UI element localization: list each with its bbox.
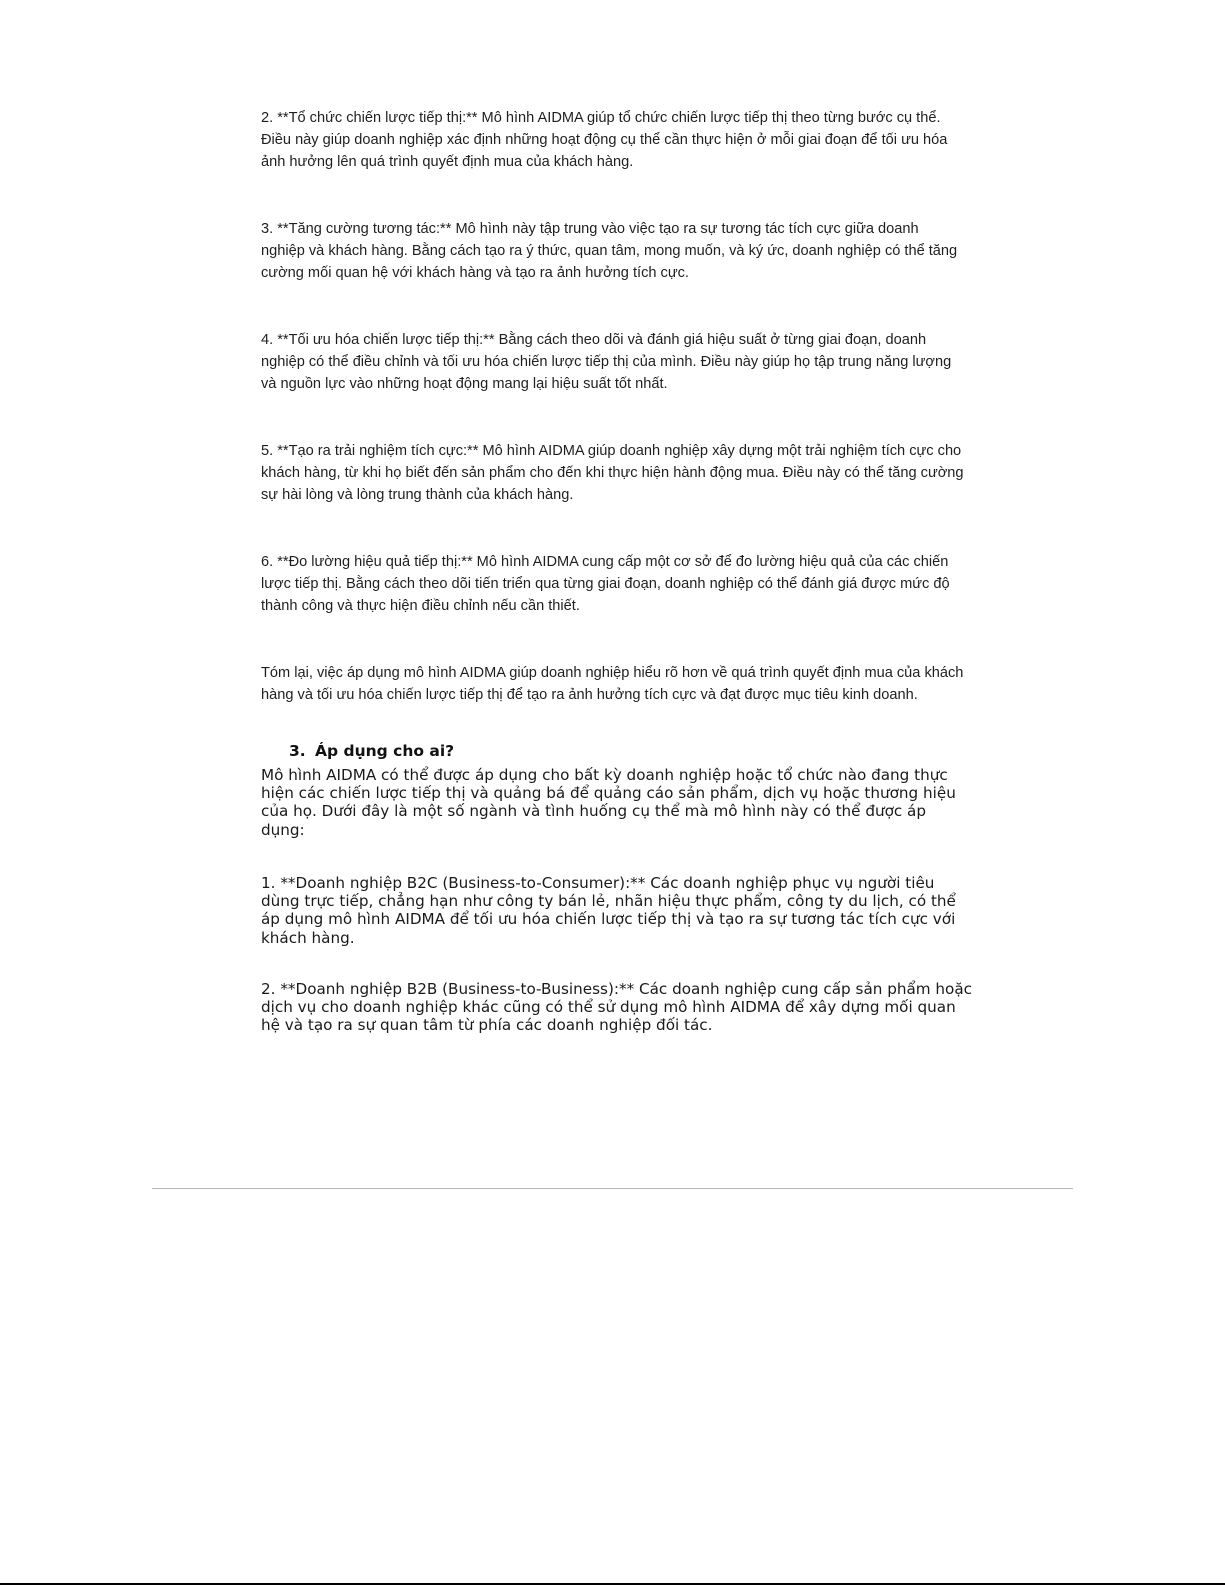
paragraph-positive-experience: 5. **Tạo ra trải nghiệm tích cực:** Mô hình AIDMA giúp doanh nghiệp xây dựng một trải nghiệm tích cực cho khách hàng, từ khi họ biết đến sản phẩm cho đến khi thực hiện hành động mua. Điều này có thể tăng cường sự hài lòng và lòng trung thành của khách hàng. bbox=[261, 443, 964, 503]
section-heading bbox=[289, 741, 454, 761]
paragraph-applicability-intro: Mô hình AIDMA có thể được áp dụng cho bất kỳ doanh nghiệp hoặc tổ chức nào đang thực hiện các chiến lược tiếp thị và quảng bá để quảng cáo sản phẩm, dịch vụ hoặc thương hiệu của họ. Dưới đây là một số ngành và tình huống cụ thể mà mô hình này có thể được áp dụng: bbox=[261, 766, 956, 839]
paragraph-b2c: 1. **Doanh nghiệp B2C (Business-to-Consumer):** Các doanh nghiệp phục vụ người tiêu dùng trực tiếp, chẳng hạn như công ty bán lẻ, nhãn hiệu thực phẩm, công ty du lịch, có thể áp dụng mô hình AIDMA để tối ưu hóa chiến lược tiếp thị và tạo ra sự tương tác tích cực với khách hàng. bbox=[261, 874, 956, 947]
page-divider bbox=[152, 1188, 1073, 1189]
paragraph-summary: Tóm lại, việc áp dụng mô hình AIDMA giúp doanh nghiệp hiểu rõ hơn về quá trình quyết định mua của khách hàng và tối ưu hóa chiến lược tiếp thị để tạo ra ảnh hưởng tích cực và đạt được mục tiêu kinh doanh. bbox=[261, 665, 964, 703]
paragraph-optimize-strategy: 4. **Tối ưu hóa chiến lược tiếp thị:** Bằng cách theo dõi và đánh giá hiệu suất ở từng giai đoạn, doanh nghiệp có thể điều chỉnh và tối ưu hóa chiến lược tiếp thị của mình. Điều này giúp họ tập trung năng lượng và nguồn lực vào những hoạt động mang lại hiệu suất tốt nhất. bbox=[261, 332, 952, 392]
paragraph-b2b: 2. **Doanh nghiệp B2B (Business-to-Business):** Các doanh nghiệp cung cấp sản phẩm hoặc dịch vụ cho doanh nghiệp khác cũng có thể sử dụng mô hình AIDMA để xây dựng mối quan hệ và tạo ra sự quan tâm từ phía các doanh nghiệp đối tác. bbox=[261, 980, 972, 1035]
paragraph-measure-effectiveness: 6. **Đo lường hiệu quả tiếp thị:** Mô hình AIDMA cung cấp một cơ sở để đo lường hiệu quả của các chiến lược tiếp thị. Bằng cách theo dõi tiến triển qua từng giai đoạn, doanh nghiệp có thể đánh giá được mức độ thành công và thực hiện điều chỉnh nếu cần thiết. bbox=[261, 554, 950, 614]
paragraph-increase-interaction: 3. **Tăng cường tương tác:** Mô hình này tập trung vào việc tạo ra sự tương tác tích cực giữa doanh nghiệp và khách hàng. Bằng cách tạo ra ý thức, quan tâm, mong muốn, và ký ức, doanh nghiệp có thể tăng cường mối quan hệ với khách hàng và tạo ra ảnh hưởng tích cực. bbox=[261, 221, 958, 281]
paragraph-organize-strategy: 2. **Tổ chức chiến lược tiếp thị:** Mô hình AIDMA giúp tổ chức chiến lược tiếp thị theo từng bước cụ thể. Điều này giúp doanh nghiệp xác định những hoạt động cụ thể cần thực hiện ở mỗi giai đoạn để tối ưu hóa ảnh hưởng lên quá trình quyết định mua của khách hàng. bbox=[261, 110, 948, 170]
section-number: 3. bbox=[289, 742, 306, 760]
section-title: Áp dụng cho ai? bbox=[315, 742, 455, 760]
